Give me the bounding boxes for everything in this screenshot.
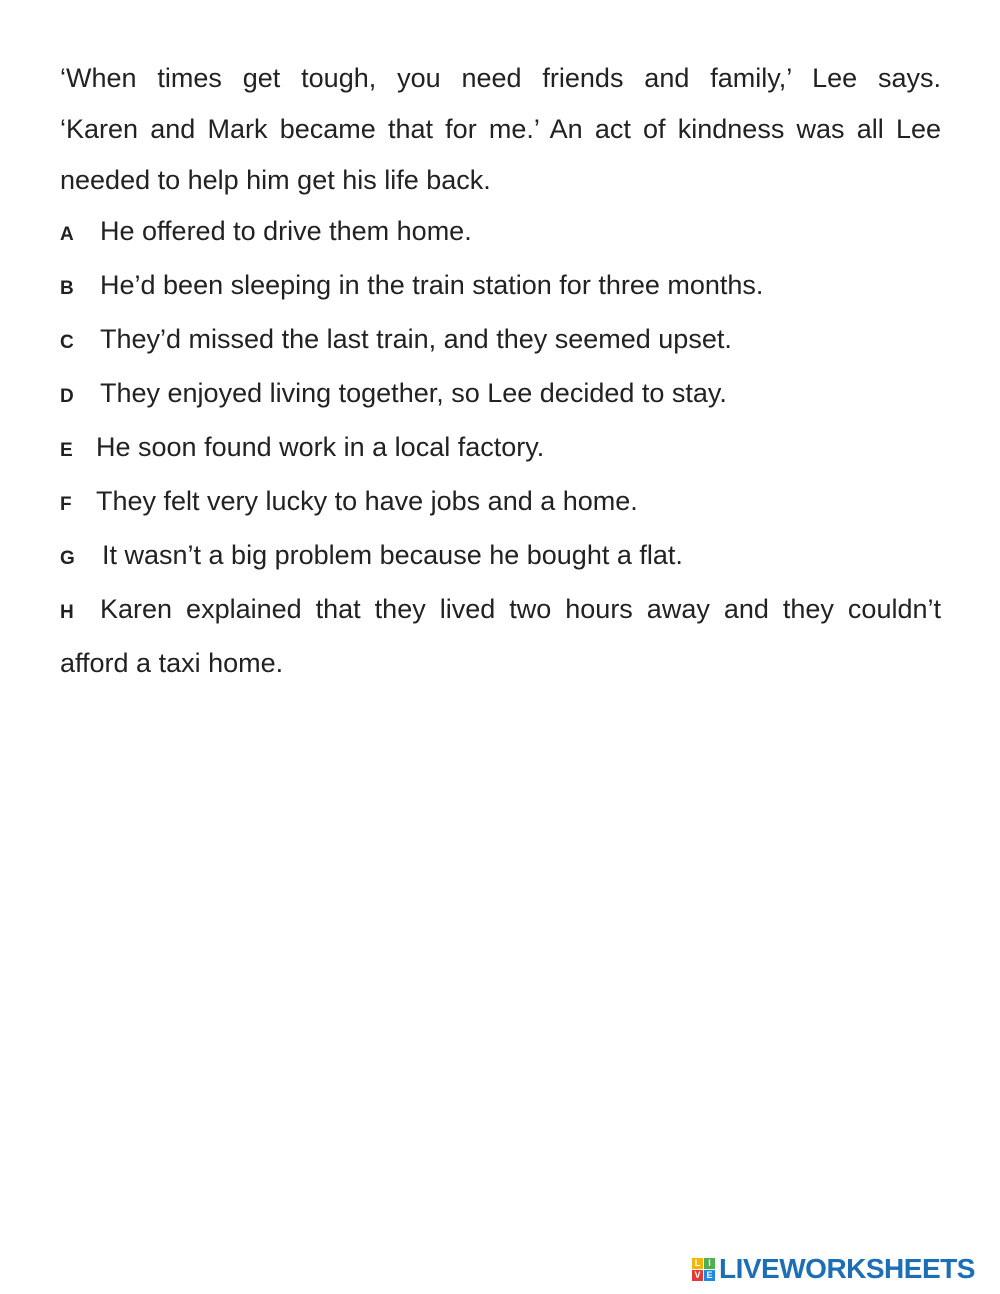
option-text: He’d been sleeping in the train station for three months. (100, 270, 764, 300)
option-h (60, 584, 941, 689)
intro-line: ‘When times get tough, you need friends and family,’ Lee says. (60, 63, 941, 93)
worksheet-page (60, 53, 941, 689)
logo-block: I (704, 1258, 715, 1269)
intro-paragraph (60, 53, 941, 206)
option-letter: C (60, 332, 74, 353)
option-e (60, 422, 941, 476)
intro-line: ‘Karen and Mark became that for me.’ An act of kindness was all Lee (60, 114, 941, 144)
option-c (60, 314, 941, 368)
option-letter: H (60, 602, 74, 623)
option-text: He offered to drive them home. (100, 216, 472, 246)
logo-block: V (692, 1270, 703, 1281)
option-letter: E (60, 440, 73, 461)
option-letter: F (60, 494, 72, 515)
logo-block: E (704, 1270, 715, 1281)
logo-blocks-icon (692, 1258, 715, 1281)
option-letter: B (60, 278, 74, 299)
option-letter: G (60, 548, 75, 569)
option-f (60, 476, 941, 530)
logo-text: LIVEWORKSHEETS (719, 1253, 975, 1284)
option-d (60, 368, 941, 422)
options-list (60, 206, 941, 689)
liveworksheets-logo (692, 1254, 975, 1284)
option-g (60, 530, 941, 584)
logo-block: L (692, 1258, 703, 1269)
option-text: He soon found work in a local factory. (96, 432, 545, 462)
option-text: They enjoyed living together, so Lee decided to stay. (100, 378, 727, 408)
intro-line: needed to help him get his life back. (60, 165, 491, 195)
option-letter: A (60, 224, 74, 245)
option-text: They felt very lucky to have jobs and a home. (96, 486, 638, 516)
option-letter: D (60, 386, 74, 407)
option-a (60, 206, 941, 260)
option-b (60, 260, 941, 314)
option-text: They’d missed the last train, and they seemed upset. (100, 324, 732, 354)
option-text: Karen explained that they lived two hours away and they couldn’t afford a taxi home. (60, 594, 941, 678)
option-text: It wasn’t a big problem because he bought a flat. (102, 540, 683, 570)
